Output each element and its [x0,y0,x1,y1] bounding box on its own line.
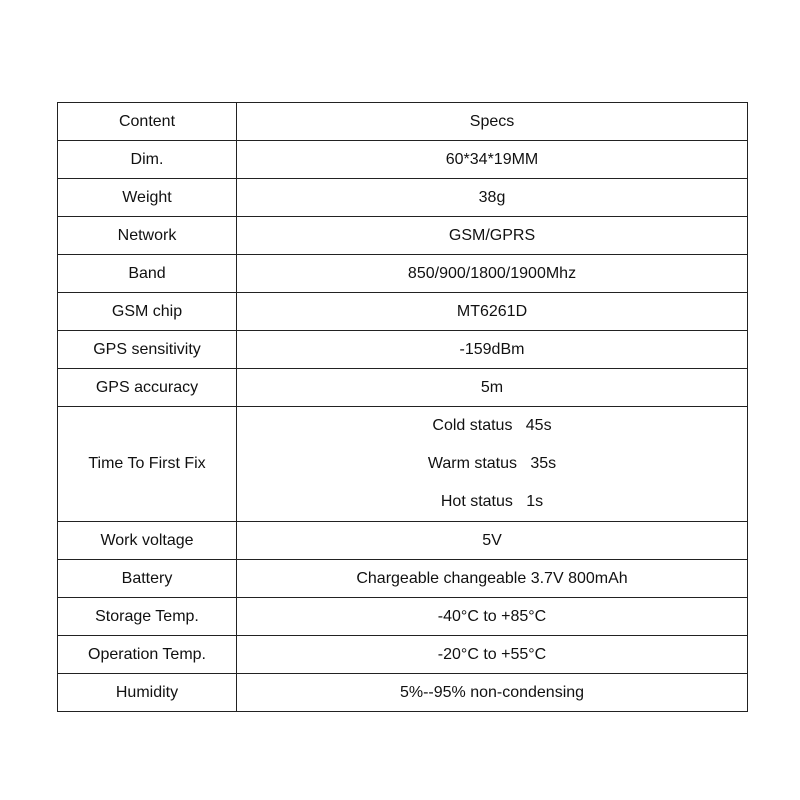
row-value-multiline [237,407,748,522]
ttff-warm: Warm status 35s [427,455,557,472]
row-label: Weight [58,179,237,217]
table-row [58,674,748,712]
header-content: Content [58,103,237,141]
row-value: 60*34*19MM [237,141,748,179]
row-value: 850/900/1800/1900Mhz [237,255,748,293]
table-row [58,598,748,636]
row-value: 5m [237,369,748,407]
row-label: Band [58,255,237,293]
table-row [58,522,748,560]
row-label: Operation Temp. [58,636,237,674]
row-label: Dim. [58,141,237,179]
row-value: MT6261D [237,293,748,331]
table-row [58,179,748,217]
table-row [58,369,748,407]
row-label: Storage Temp. [58,598,237,636]
table-row [58,636,748,674]
row-value: 5%--95% non-condensing [237,674,748,712]
table-row [58,217,748,255]
table-row [58,331,748,369]
row-value: -40°C to +85°C [237,598,748,636]
table-row [58,293,748,331]
row-label: GSM chip [58,293,237,331]
table-row [58,141,748,179]
ttff-cold: Cold status 45s [432,417,552,434]
row-value: Chargeable changeable 3.7V 800mAh [237,560,748,598]
row-label: Humidity [58,674,237,712]
spec-table [57,102,748,712]
table-row [58,407,748,522]
row-value: -20°C to +55°C [237,636,748,674]
row-label: Work voltage [58,522,237,560]
table-row [58,255,748,293]
row-value: 5V [237,522,748,560]
row-value: -159dBm [237,331,748,369]
ttff-hot: Hot status 1s [440,493,544,510]
row-value: 38g [237,179,748,217]
row-label: Time To First Fix [58,407,237,522]
row-label: GPS sensitivity [58,331,237,369]
row-label: Battery [58,560,237,598]
row-label: Network [58,217,237,255]
row-label: GPS accuracy [58,369,237,407]
header-specs: Specs [237,103,748,141]
table-header-row [58,103,748,141]
table-row [58,560,748,598]
row-value: GSM/GPRS [237,217,748,255]
